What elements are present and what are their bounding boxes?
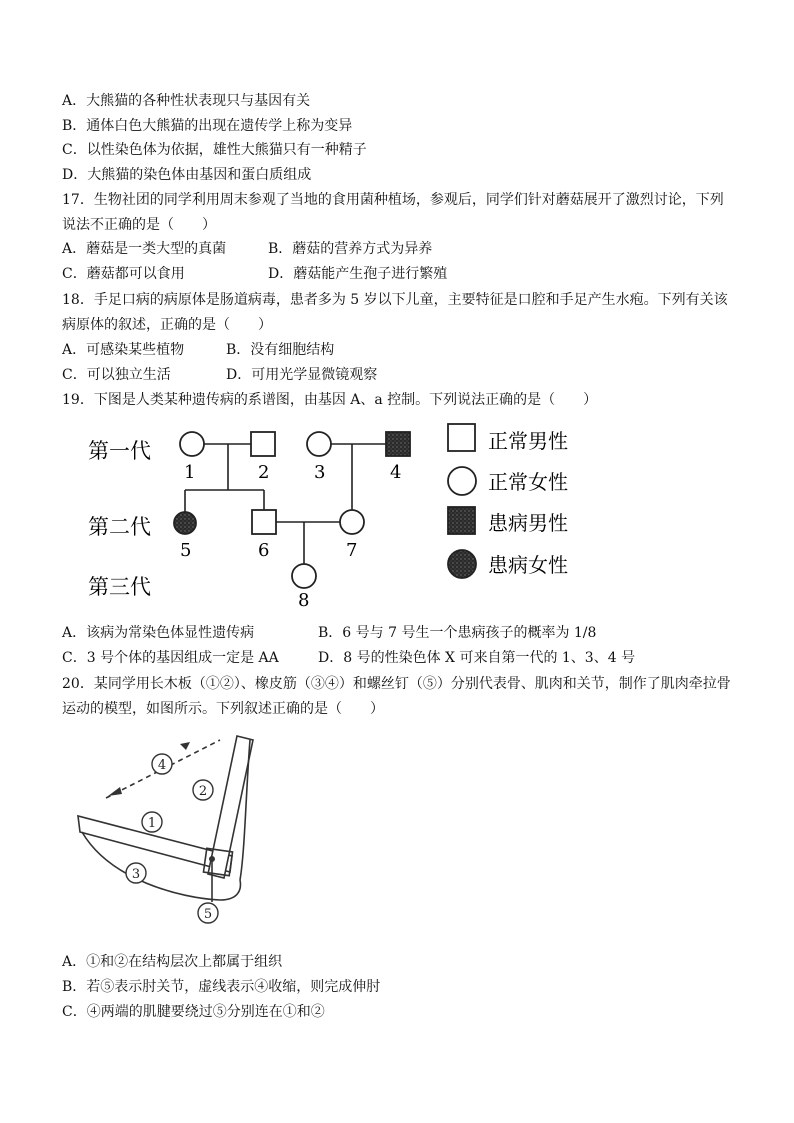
- q16-option-a: A．大熊猫的各种性状表现只与基因有关: [62, 93, 311, 109]
- q18-stem-line2: 病原体的叙述，正确的是（ ）: [62, 317, 272, 333]
- label-5-text: 5: [203, 907, 213, 922]
- q16-option-c: C．以性染色体为依据，雄性大熊猫只有一种精子: [62, 142, 367, 158]
- individual-4-number: 4: [390, 462, 402, 483]
- q18-stem-line1: 18．手足口病的病原体是肠道病毒，患者多为 5 岁以下儿童，主要特征是口腔和手足产生水疱。下列有关该: [62, 292, 728, 308]
- individual-6-normal-male: [252, 510, 276, 534]
- q20-stem-line2: 运动的模型，如图所示。下列叙述正确的是（ ）: [62, 701, 384, 717]
- q20-stem-line1: 20．某同学用长木板（①②）、橡皮筋（③④）和螺丝钉（⑤）分别代表骨、肌肉和关节，制作了肌肉牵拉骨: [62, 676, 731, 692]
- q17-stem-line2: 说法不正确的是（ ）: [62, 217, 216, 233]
- q16-option-b: B．通体白色大熊猫的出现在遗传学上称为变异: [62, 118, 353, 134]
- label-4-text: 4: [157, 758, 167, 773]
- q20-option-a: A．①和②在结构层次上都属于组织: [62, 954, 283, 970]
- arrow-icon: [180, 742, 190, 750]
- individual-1-number: 1: [184, 462, 196, 483]
- legend-normal-male-label: 正常男性: [488, 429, 568, 453]
- individual-7-number: 7: [346, 540, 358, 561]
- legend-affected-female-symbol: [448, 550, 476, 578]
- legend-normal-female-label: 正常女性: [488, 470, 568, 494]
- q18-option-c: C．可以独立生活: [62, 367, 171, 383]
- q18-option-a: A．可感染某些植物: [62, 342, 185, 358]
- generation-1-label: 第一代: [88, 439, 151, 463]
- legend-normal-female-symbol: [448, 467, 476, 495]
- q17-option-b: B．蘑菇的营养方式为异养: [268, 241, 433, 257]
- individual-5-affected-female: [174, 512, 196, 534]
- individual-6-number: 6: [258, 540, 270, 561]
- label-1-text: 1: [147, 816, 157, 831]
- individual-2-normal-male: [251, 432, 275, 456]
- q19-option-d: D．8 号的性染色体 X 可来自第一代的 1、3、4 号: [318, 650, 636, 666]
- generation-2-label: 第二代: [88, 515, 151, 539]
- q18-option-b: B．没有细胞结构: [226, 342, 335, 358]
- individual-7-normal-female: [340, 510, 364, 534]
- q20-option-b: B．若⑤表示肘关节，虚线表示④收缩，则完成伸肘: [62, 979, 381, 995]
- screw-5-dot: [209, 856, 215, 862]
- individual-5-number: 5: [180, 540, 192, 561]
- label-3-text: 3: [131, 867, 141, 882]
- q18-option-d: D．可用光学显微镜观察: [226, 367, 378, 383]
- individual-8-normal-female: [292, 564, 316, 588]
- q17-option-a: A．蘑菇是一类大型的真菌: [62, 241, 227, 257]
- muscle-bone-model-diagram: [70, 730, 270, 930]
- legend-normal-male-symbol: [448, 424, 475, 451]
- q16-option-d: D．大熊猫的染色体由基因和蛋白质组成: [62, 167, 312, 183]
- individual-1-normal-female: [180, 432, 204, 456]
- q17-option-c: C．蘑菇都可以食用: [62, 266, 185, 282]
- legend-affected-male-symbol: [448, 507, 475, 534]
- legend-affected-female-label: 患病女性: [488, 553, 568, 577]
- generation-3-label: 第三代: [88, 575, 151, 599]
- q20-option-c: C．④两端的肌腱要绕过⑤分别连在①和②: [62, 1004, 325, 1020]
- q19-option-b: B．6 号与 7 号生一个患病孩子的概率为 1/8: [318, 625, 597, 641]
- q19-option-a: A．该病为常染色体显性遗传病: [62, 625, 255, 641]
- q19-option-c: C．3 号个体的基因组成一定是 AA: [62, 650, 279, 666]
- q19-stem: 19．下图是人类某种遗传病的系谱图，由基因 A、a 控制。下列说法正确的是（ ）: [62, 392, 598, 408]
- individual-2-number: 2: [258, 462, 270, 483]
- pedigree-diagram: [80, 418, 600, 610]
- legend-affected-male-label: 患病男性: [488, 511, 568, 535]
- individual-8-number: 8: [298, 590, 310, 610]
- label-2-text: 2: [198, 784, 208, 799]
- individual-3-normal-female: [307, 432, 331, 456]
- q17-stem-line1: 17．生物社团的同学利用周末参观了当地的食用菌种植场，参观后，同学们针对蘑菇展开了激烈讨论，下列: [62, 192, 724, 208]
- q17-option-d: D．蘑菇能产生孢子进行繁殖: [268, 266, 448, 282]
- individual-4-affected-male: [386, 432, 410, 456]
- individual-3-number: 3: [314, 462, 326, 483]
- arrow-icon: [108, 787, 122, 796]
